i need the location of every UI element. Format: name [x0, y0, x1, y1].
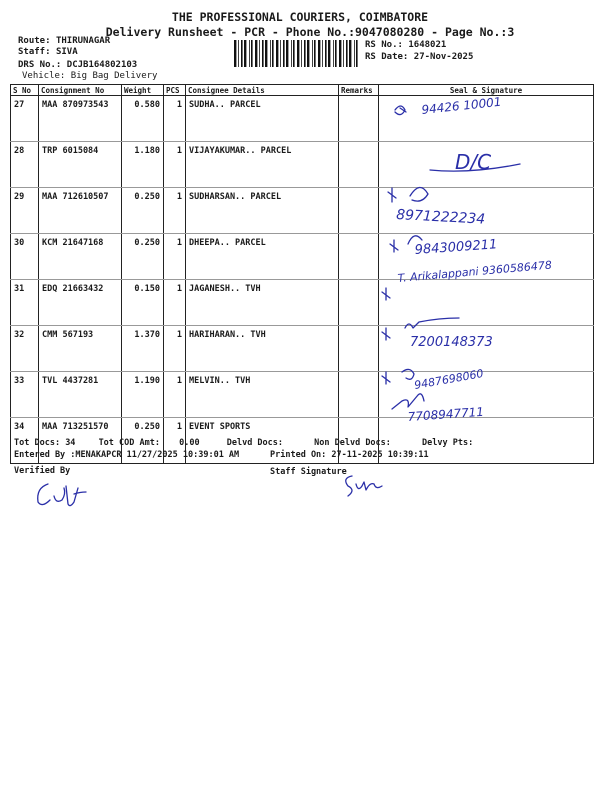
runsheet-title: Delivery Runsheet - PCR - Phone No.:9047080280 - Page No.:3 [105, 25, 515, 39]
signature-row-27 [395, 95, 502, 117]
handwriting-overlay [10, 84, 593, 436]
scribble-mark [382, 288, 390, 300]
col-header-weight: Weight [122, 85, 164, 96]
cell-pcs: 1 [164, 326, 186, 372]
barcode-bar [249, 40, 250, 67]
scribble-mark [382, 369, 414, 384]
signature-row-29 [388, 187, 486, 227]
barcode-bar [259, 40, 260, 67]
cell-sno: 27 [11, 96, 39, 142]
drs-value: DCJB164802103 [66, 60, 138, 70]
rs-no-line [365, 40, 446, 50]
cell-weight: 0.580 [122, 96, 164, 142]
barcode-bar [255, 40, 257, 67]
col-header-consignee: Consignee Details [186, 85, 339, 96]
route-value: THIRUNAGAR [55, 36, 111, 46]
barcode-bar [301, 40, 302, 67]
barcode-bar [251, 40, 253, 67]
cell-pcs: 1 [164, 418, 186, 464]
barcode-bar [333, 40, 334, 67]
cell-consignee: EVENT SPORTS [186, 418, 339, 464]
cell-sno: 32 [11, 326, 39, 372]
barcode-bar [335, 40, 337, 67]
handwritten-name-phone: T. Arikalappani 9360586478 [397, 258, 553, 285]
handwritten-phone: 9843009211 [414, 237, 498, 258]
barcode-bar [339, 40, 341, 67]
staff-label: Staff: [18, 47, 51, 57]
scribble-mark [346, 476, 382, 496]
barcode-bar [312, 40, 313, 67]
barcode-bar [238, 40, 239, 67]
barcode-bar [346, 40, 348, 67]
barcode-image [232, 40, 362, 67]
cell-consignment: CMM 567193 [39, 326, 122, 372]
barcode-bar [291, 40, 292, 67]
cell-pcs: 1 [164, 372, 186, 418]
cell-consignee: DHEEPA.. PARCEL [186, 234, 339, 280]
verified-signature-image [30, 476, 100, 516]
printed-on: Printed On: 27-11-2025 10:39:11 [270, 450, 429, 460]
barcode-bar [276, 40, 278, 67]
cell-sno: 31 [11, 280, 39, 326]
cell-consignee: SUDHA.. PARCEL [186, 96, 339, 142]
handwritten-phone: 9487698060 [413, 366, 485, 392]
cell-consignee: SUDHARSAN.. PARCEL [186, 188, 339, 234]
barcode-bar [297, 40, 299, 67]
cell-weight: 1.370 [122, 326, 164, 372]
cell-weight: 0.250 [122, 188, 164, 234]
barcode-bar [328, 40, 330, 67]
staff-signature-label: Staff Signature [270, 467, 347, 477]
col-header-pcs: PCS [164, 85, 186, 96]
cell-consignment: MAA 713251570 [39, 418, 122, 464]
handwritten-phone: 94426 10001 [420, 94, 503, 117]
vehicle-line [22, 71, 157, 81]
signature-row-31 [382, 259, 552, 300]
handwritten-phone: 7200148373 [410, 335, 493, 350]
cell-weight: 1.190 [122, 372, 164, 418]
scribble-mark [392, 394, 424, 409]
cell-consignment: MAA 870973543 [39, 96, 122, 142]
cell-sno: 28 [11, 142, 39, 188]
cell-consignment: MAA 712610507 [39, 188, 122, 234]
scribble-mark [38, 484, 86, 506]
rs-date-line [365, 52, 473, 62]
cell-consignment: TRP 6015084 [39, 142, 122, 188]
cell-pcs: 1 [164, 280, 186, 326]
cell-sno: 33 [11, 372, 39, 418]
barcode-bar [280, 40, 281, 67]
rs-no-value: 1648021 [408, 40, 447, 50]
cell-consignee: JAGANESH.. TVH [186, 280, 339, 326]
barcode-bar [314, 40, 316, 67]
col-header-consignment: Consignment No [39, 85, 122, 96]
cell-pcs: 1 [164, 142, 186, 188]
signature-row-30 [390, 236, 498, 258]
barcode-bar [270, 40, 271, 67]
route-label: Route: [18, 36, 51, 46]
entered-by: Entered By :MENAKAPCR 11/27/2025 10:39:01 AM [14, 450, 240, 460]
handwritten-phone: 7708947711 [407, 404, 485, 424]
cell-sno: 34 [11, 418, 39, 464]
col-header-signature: Seal & Signature [379, 85, 594, 96]
barcode-bar [343, 40, 344, 67]
barcode-bar [307, 40, 309, 67]
rs-no-label: RS No.: [365, 40, 403, 50]
barcode-bar [318, 40, 320, 67]
cell-weight: 0.250 [122, 234, 164, 280]
signature-row-34 [392, 394, 484, 424]
barcode-bar [356, 40, 358, 67]
barcode-bar [272, 40, 274, 67]
rs-date-value: 27-Nov-2025 [413, 52, 474, 62]
col-header-remarks: Remarks [339, 85, 379, 96]
barcode-bar [354, 40, 355, 67]
cell-weight: 1.180 [122, 142, 164, 188]
barcode-bar [241, 40, 243, 67]
col-header-sno: S No [11, 85, 39, 96]
barcode-bar [304, 40, 306, 67]
cell-consignee: VIJAYAKUMAR.. PARCEL [186, 142, 339, 188]
tot-docs-label: Tot Docs: [14, 438, 61, 448]
barcode-bar [283, 40, 285, 67]
barcode-bar [349, 40, 351, 67]
handwritten-phone: 8971222234 [395, 207, 486, 228]
barcode-bar [262, 40, 264, 67]
cell-consignment: EDQ 21663432 [39, 280, 122, 326]
staff-signature-image [340, 470, 390, 498]
tot-cod-label: Tot COD Amt: [98, 438, 160, 448]
route-line [18, 36, 110, 46]
vehicle-value: Big Bag Delivery [70, 71, 158, 81]
cell-pcs: 1 [164, 188, 186, 234]
cell-consignee: HARIHARAN.. TVH [186, 326, 339, 372]
barcode-bar [293, 40, 295, 67]
barcode-bar [286, 40, 288, 67]
cell-consignment: TVL 4437281 [39, 372, 122, 418]
cell-sno: 30 [11, 234, 39, 280]
barcode-bar [244, 40, 246, 67]
cell-pcs: 1 [164, 234, 186, 280]
barcode-bar [265, 40, 267, 67]
barcode-bar [325, 40, 327, 67]
barcode-bar [234, 40, 236, 67]
signature-row-33 [382, 367, 484, 392]
cell-consignment: KCM 21647168 [39, 234, 122, 280]
cell-weight: 0.150 [122, 280, 164, 326]
non-delvd-docs-label: Non Delvd Docs: [314, 438, 391, 448]
scribble-mark [395, 106, 406, 115]
cell-pcs: 1 [164, 96, 186, 142]
staff-value: SIVA [55, 47, 78, 57]
rs-date-label: RS Date: [365, 52, 409, 62]
signature-row-28 [430, 150, 520, 174]
staff-line [18, 47, 78, 57]
handwritten-dc: D/C [455, 150, 492, 174]
scribble-mark [388, 187, 428, 202]
tot-cod-value: 0.00 [179, 438, 200, 448]
delvd-docs-label: Delvd Docs: [226, 438, 284, 448]
barcode-bar [322, 40, 323, 67]
verified-by-label: Verified By [14, 466, 71, 476]
drs-label: DRS No.: [18, 60, 62, 70]
cell-weight: 0.250 [122, 418, 164, 464]
company-name: THE PROFESSIONAL COURIERS, COIMBATORE [171, 10, 429, 24]
cell-sno: 29 [11, 188, 39, 234]
delvy-pts-label: Delvy Pts: [422, 438, 474, 448]
cell-consignee: MELVIN.. TVH [186, 372, 339, 418]
drs-line [18, 60, 137, 70]
signature-row-32 [382, 318, 493, 350]
totals-line [14, 438, 473, 448]
vehicle-label: Vehicle: [22, 71, 66, 81]
tot-docs-value: 34 [65, 438, 76, 448]
